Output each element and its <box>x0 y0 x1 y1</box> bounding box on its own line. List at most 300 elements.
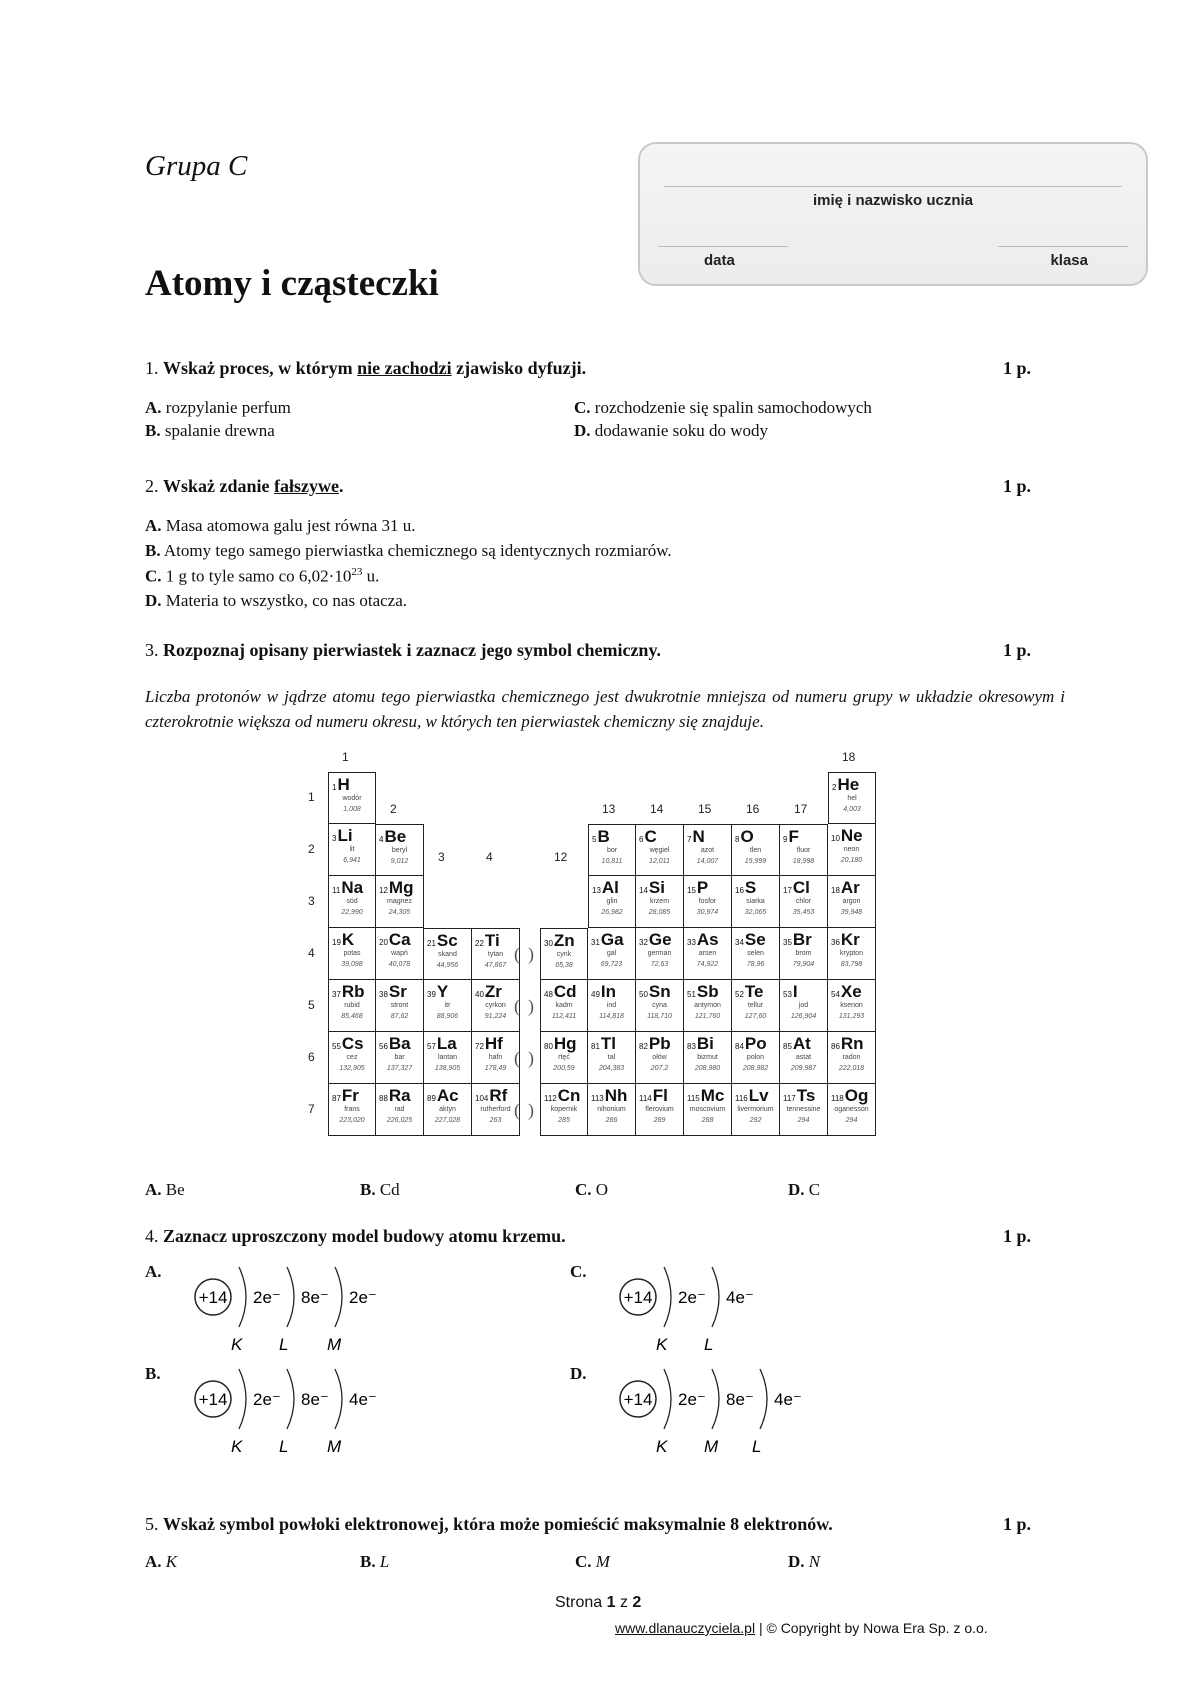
answer-option[interactable] <box>145 421 275 441</box>
element-symbol: 31Ga <box>591 930 624 949</box>
electron-shell-arc <box>335 1369 342 1429</box>
electron-shell-arc <box>239 1267 246 1327</box>
question-text: Wskaż symbol powłoki elektronowej, która może pomieścić maksymalnie 8 elektronów. <box>163 1514 833 1534</box>
element-mass: 35,453 <box>792 909 815 916</box>
atom-option[interactable] <box>570 1262 970 1362</box>
element-mass: 72,63 <box>650 961 669 968</box>
nucleus-charge: +14 <box>198 1288 228 1307</box>
atom-option[interactable] <box>570 1364 970 1464</box>
element-cell-ba <box>376 1032 424 1084</box>
shell-electrons: 2e⁻ <box>678 1288 706 1307</box>
answer-letter: C. <box>145 566 162 586</box>
shell-label: L <box>279 1437 289 1454</box>
atom-diagram <box>185 1364 445 1454</box>
element-name: frans <box>344 1106 360 1113</box>
element-name: tytan <box>487 951 504 958</box>
group-header: 2 <box>390 802 397 816</box>
shell-label: K <box>656 1437 668 1454</box>
element-mass: 15,999 <box>744 858 767 865</box>
element-name: argon <box>842 898 861 905</box>
electron-shell-arc <box>287 1369 294 1429</box>
nucleus-charge: +14 <box>623 1390 653 1409</box>
element-cell-pb <box>636 1032 684 1084</box>
element-symbol: 88Ra <box>379 1086 411 1105</box>
question-text-end: . <box>339 476 344 496</box>
element-name: skand <box>438 951 457 958</box>
nucleus-charge: +14 <box>623 1288 653 1307</box>
element-name: stront <box>390 1002 409 1009</box>
element-name: rubid <box>344 1002 360 1009</box>
element-symbol: 115Mc <box>687 1086 725 1105</box>
element-cell-s <box>732 876 780 928</box>
element-symbol: 37Rb <box>332 982 365 1001</box>
shell-electrons: 2e⁻ <box>678 1390 706 1409</box>
date-line[interactable] <box>658 246 788 247</box>
answer-option[interactable] <box>574 398 872 418</box>
element-cell-he <box>828 772 876 824</box>
element-cell-ts <box>780 1084 828 1136</box>
element-symbol: 51Sb <box>687 982 719 1001</box>
table-break-mark: ( <box>514 996 520 1016</box>
element-symbol: 50Sn <box>639 982 671 1001</box>
element-name: tlen <box>749 847 762 854</box>
element-name: fluor <box>796 847 811 854</box>
element-symbol: 33As <box>687 930 719 949</box>
element-name: selen <box>747 950 764 957</box>
element-cell-p <box>684 876 732 928</box>
element-cell-mc <box>684 1084 732 1136</box>
answer-text: Masa atomowa galu jest równa 31 u. <box>165 516 416 535</box>
page-label: Strona <box>555 1594 607 1611</box>
element-mass: 74,922 <box>696 961 719 968</box>
element-name: glin <box>606 898 618 905</box>
period-header: 3 <box>308 894 315 908</box>
answer-letter: B. <box>360 1180 376 1199</box>
element-cell-sc <box>424 928 472 980</box>
element-mass: 6,941 <box>343 857 361 864</box>
element-mass: 78,96 <box>746 961 765 968</box>
answer-text: dodawanie soku do wody <box>594 421 769 440</box>
element-cell-k <box>328 928 376 980</box>
element-name: bor <box>606 847 618 854</box>
element-cell-fr <box>328 1084 376 1136</box>
element-cell-mg <box>376 876 424 928</box>
element-mass: 18,998 <box>792 858 815 865</box>
question-text-end: zjawisko dyfuzji. <box>451 358 587 378</box>
element-name: itr <box>444 1002 451 1009</box>
element-mass: 30,974 <box>696 909 719 916</box>
element-symbol: 18Ar <box>831 878 860 897</box>
element-name: bizmut <box>697 1054 718 1061</box>
element-name: german <box>647 950 672 957</box>
element-symbol: 48Cd <box>544 982 577 1001</box>
element-mass: 26,982 <box>601 909 623 916</box>
question-text: Wskaż zdanie <box>163 476 275 496</box>
shell-label: L <box>704 1335 714 1352</box>
element-symbol: 82Pb <box>639 1034 671 1053</box>
electron-shell-arc <box>664 1369 671 1429</box>
element-cell-h <box>328 772 376 824</box>
answer-text: O <box>595 1180 609 1199</box>
element-name: brom <box>795 950 812 957</box>
element-name: ołów <box>652 1054 667 1061</box>
element-symbol: 1H <box>332 775 350 794</box>
answer-option[interactable] <box>145 398 291 418</box>
element-name: tennessine <box>786 1106 821 1113</box>
element-cell-n <box>684 824 732 876</box>
element-mass: 127,60 <box>744 1013 767 1020</box>
element-mass: 223,020 <box>339 1117 365 1124</box>
element-name: azot <box>700 847 715 854</box>
element-cell-o <box>732 824 780 876</box>
answer-text: L <box>379 1552 390 1571</box>
element-mass: 88,906 <box>436 1013 459 1020</box>
element-name: cez <box>346 1054 358 1061</box>
student-name-label: imię i nazwisko ucznia <box>812 192 974 209</box>
element-cell-li <box>328 824 376 876</box>
element-name: ind <box>606 1002 617 1009</box>
electron-shell-arc <box>664 1267 671 1327</box>
answer-option[interactable] <box>788 1552 820 1572</box>
element-cell-tl <box>588 1032 636 1084</box>
group-header: 1 <box>342 750 349 764</box>
element-symbol: 2He <box>832 775 860 794</box>
element-cell-cs <box>328 1032 376 1084</box>
element-cell-rb <box>328 980 376 1032</box>
shell-electrons: 4e⁻ <box>349 1390 377 1409</box>
answer-text: 1 g to tyle samo co 6,02·10 <box>165 566 352 586</box>
element-mass: 126,904 <box>790 1013 817 1020</box>
question-1 <box>145 358 586 379</box>
element-cell-ga <box>588 928 636 980</box>
element-symbol: 118Og <box>831 1086 869 1105</box>
element-mass: 208,982 <box>742 1065 769 1072</box>
element-name: magnez <box>387 898 412 905</box>
answer-option[interactable] <box>145 1180 185 1200</box>
site-link[interactable]: www.dlanauczyciela.pl <box>615 1620 756 1636</box>
element-cell-ne <box>828 824 876 876</box>
element-mass: 226,025 <box>386 1117 413 1124</box>
element-symbol: 81Tl <box>591 1034 617 1053</box>
answer-option[interactable] <box>145 541 672 561</box>
table-break-mark: ) <box>528 1048 534 1068</box>
shell-electrons: 2e⁻ <box>349 1288 377 1307</box>
points-label: 1 p. <box>1003 1514 1032 1534</box>
element-symbol: 49In <box>591 982 617 1001</box>
element-name: bar <box>394 1054 405 1061</box>
element-symbol: 116Lv <box>735 1086 769 1105</box>
element-mass: 44,956 <box>436 962 459 969</box>
element-mass: 39,948 <box>840 909 863 916</box>
element-mass: 132,905 <box>339 1065 365 1072</box>
electron-shell-arc <box>287 1267 294 1327</box>
question-number: 1. <box>145 358 159 378</box>
element-name: neon <box>843 846 860 853</box>
atom-diagram <box>185 1262 445 1352</box>
element-symbol: 84Po <box>735 1034 767 1053</box>
element-symbol: 22Ti <box>475 931 500 950</box>
element-symbol: 52Te <box>735 982 764 1001</box>
element-mass: 10,811 <box>601 858 623 865</box>
element-symbol: 10Ne <box>831 826 863 845</box>
element-name: fosfor <box>698 898 717 905</box>
element-cell-cn <box>540 1084 588 1136</box>
element-symbol: 32Ge <box>639 930 672 949</box>
element-symbol: 7N <box>687 827 705 846</box>
element-symbol: 56Ba <box>379 1034 411 1053</box>
element-symbol: 72Hf <box>475 1034 503 1053</box>
answer-option[interactable] <box>575 1180 608 1200</box>
element-name: chlor <box>795 898 812 905</box>
answer-text: Materia to wszystko, co nas otacza. <box>165 591 408 610</box>
element-mass: 294 <box>845 1117 858 1124</box>
element-name: aktyn <box>439 1106 456 1113</box>
element-name: nihonium <box>597 1106 626 1113</box>
element-mass: 292 <box>749 1117 762 1124</box>
element-mass: 263 <box>489 1117 502 1124</box>
group-header: 15 <box>698 802 712 816</box>
element-symbol: 17Cl <box>783 878 810 897</box>
element-symbol: 36Kr <box>831 930 860 949</box>
group-header: 3 <box>438 850 445 864</box>
answer-option[interactable] <box>575 1552 610 1572</box>
element-symbol: 34Se <box>735 930 766 949</box>
answer-option[interactable] <box>788 1180 820 1200</box>
electron-shell-arc <box>335 1267 342 1327</box>
element-mass: 131,293 <box>838 1013 865 1020</box>
element-name: cynk <box>556 951 572 958</box>
element-name: moscovium <box>689 1106 726 1113</box>
period-header: 6 <box>308 1050 315 1064</box>
element-mass: 289 <box>653 1117 666 1124</box>
question-description: Liczba protonów w jądrze atomu tego pierwiastka chemicznego jest dwukrotnie mniejsza od numeru grupy w układzie okresowym i czterokrotnie większa od numeru okresu, w których ten pierwiastek chemiczny się znajduje. <box>145 687 1065 731</box>
element-mass: 207,2 <box>650 1065 669 1072</box>
element-symbol: 8O <box>735 827 754 846</box>
question-text: Wskaż proces, w którym <box>163 358 358 378</box>
element-mass: 4,003 <box>843 806 861 813</box>
table-break-mark: ( <box>514 1048 520 1068</box>
table-break-mark: ) <box>528 944 534 964</box>
element-symbol: 19K <box>332 930 355 949</box>
page-current: 1 <box>606 1594 616 1611</box>
element-mass: 91,224 <box>484 1013 507 1020</box>
element-symbol: 3Li <box>332 826 353 845</box>
element-mass: 227,028 <box>434 1117 461 1124</box>
element-name: ksenon <box>840 1002 863 1009</box>
element-name: wodór <box>342 795 362 802</box>
element-name: węgiel <box>649 847 670 854</box>
element-cell-bi <box>684 1032 732 1084</box>
element-cell-cl <box>780 876 828 928</box>
element-symbol: 11Na <box>332 878 364 897</box>
answer-option[interactable] <box>145 591 407 611</box>
question-text: Zaznacz uproszczony model budowy atomu krzemu. <box>163 1226 566 1246</box>
element-mass: 137,327 <box>386 1065 413 1072</box>
question-number: 4. <box>145 1226 159 1246</box>
table-break-mark: ( <box>514 1100 520 1120</box>
question-number: 5. <box>145 1514 159 1534</box>
period-header: 5 <box>308 998 315 1012</box>
element-symbol: 16S <box>735 878 757 897</box>
element-mass: 14,007 <box>696 858 719 865</box>
element-cell-se <box>732 928 780 980</box>
answer-letter: D. <box>788 1552 805 1571</box>
element-cell-la <box>424 1032 472 1084</box>
element-name: rutherford <box>480 1106 511 1113</box>
periodic-table <box>300 750 910 1167</box>
element-mass: 87,62 <box>390 1013 409 1020</box>
table-break-mark: ( <box>514 944 520 964</box>
footer-copyright <box>615 1620 988 1636</box>
element-name: tal <box>607 1054 616 1061</box>
element-mass: 286 <box>605 1117 618 1124</box>
shell-label: K <box>656 1335 668 1352</box>
element-cell-al <box>588 876 636 928</box>
question-number: 2. <box>145 476 159 496</box>
shell-electrons: 4e⁻ <box>726 1288 754 1307</box>
element-cell-c <box>636 824 684 876</box>
group-header: 17 <box>794 802 808 816</box>
element-name: potas <box>343 950 361 957</box>
answer-letter: C. <box>575 1552 592 1571</box>
element-name: hel <box>847 795 857 802</box>
element-cell-sn <box>636 980 684 1032</box>
element-name: cyrkon <box>485 1002 506 1009</box>
element-cell-at <box>780 1032 828 1084</box>
element-cell-ge <box>636 928 684 980</box>
element-name: jod <box>798 1002 809 1009</box>
element-symbol: 15P <box>687 878 709 897</box>
electron-shell-arc <box>239 1369 246 1429</box>
answer-option[interactable] <box>145 516 416 536</box>
element-cell-kr <box>828 928 876 980</box>
element-name: kadm <box>555 1002 573 1009</box>
element-cell-po <box>732 1032 780 1084</box>
question-emphasis: fałszywe <box>274 476 339 496</box>
table-break-mark: ) <box>528 1100 534 1120</box>
class-line[interactable] <box>998 246 1128 247</box>
answer-letter: B. <box>145 541 161 560</box>
element-cell-br <box>780 928 828 980</box>
period-header: 7 <box>308 1102 315 1116</box>
answer-text: N <box>808 1552 821 1571</box>
group-header: 14 <box>650 802 664 816</box>
answer-letter: D. <box>788 1180 805 1199</box>
element-name: arsen <box>698 950 717 957</box>
element-symbol: 5B <box>592 827 610 846</box>
element-symbol: 39Y <box>427 982 449 1001</box>
answer-text: Be <box>165 1180 185 1199</box>
answer-letter: A. <box>145 1180 162 1199</box>
element-symbol: 112Cn <box>544 1086 581 1105</box>
element-cell-i <box>780 980 828 1032</box>
element-mass: 20,180 <box>840 857 863 864</box>
element-cell-ar <box>828 876 876 928</box>
element-cell-xe <box>828 980 876 1032</box>
element-name: cyna <box>652 1002 667 1009</box>
answer-letter: A. <box>145 1552 162 1571</box>
period-header: 1 <box>308 790 315 804</box>
question-number: 3. <box>145 640 159 660</box>
element-cell-rn <box>828 1032 876 1084</box>
question-emphasis: nie zachodzi <box>357 358 452 378</box>
answer-text: K <box>165 1552 178 1571</box>
element-symbol: 9F <box>783 827 799 846</box>
answer-option[interactable] <box>360 1552 389 1572</box>
points-label: 1 p. <box>1003 1226 1032 1246</box>
answer-option[interactable] <box>145 566 379 587</box>
element-symbol: 12Mg <box>379 878 414 897</box>
student-name-line[interactable] <box>664 186 1122 187</box>
element-symbol: 21Sc <box>427 931 458 950</box>
page-total: 2 <box>632 1594 642 1611</box>
element-name: tellur <box>747 1002 764 1009</box>
electron-shell-arc <box>712 1369 719 1429</box>
answer-letter: C. <box>570 1262 587 1281</box>
element-mass: 204,383 <box>598 1065 625 1072</box>
shell-label: M <box>327 1437 342 1454</box>
group-header: 4 <box>486 850 493 864</box>
shell-electrons: 8e⁻ <box>726 1390 754 1409</box>
element-mass: 138,905 <box>434 1065 461 1072</box>
element-name: rad <box>394 1106 405 1113</box>
element-mass: 22,990 <box>341 909 363 916</box>
atom-option[interactable] <box>145 1364 545 1464</box>
element-name: livermorium <box>737 1106 774 1113</box>
element-name: lit <box>349 846 355 853</box>
element-cell-hg <box>540 1032 588 1084</box>
answer-letter: C. <box>575 1180 592 1199</box>
shell-electrons: 8e⁻ <box>301 1390 329 1409</box>
page-title: Atomy i cząsteczki <box>145 263 439 304</box>
element-mass: 200,59 <box>553 1065 575 1072</box>
element-name: beryl <box>391 847 408 854</box>
element-symbol: 80Hg <box>544 1034 577 1053</box>
answer-letter: C. <box>574 398 591 417</box>
class-label: klasa <box>1050 252 1088 269</box>
electron-shell-arc <box>760 1369 767 1429</box>
question-5 <box>145 1514 833 1535</box>
element-symbol: 89Ac <box>427 1086 459 1105</box>
question-3 <box>145 640 661 661</box>
element-mass: 83,798 <box>840 961 863 968</box>
atom-option[interactable] <box>145 1262 545 1362</box>
element-symbol: 85At <box>783 1034 811 1053</box>
element-cell-sb <box>684 980 732 1032</box>
element-cell-lv <box>732 1084 780 1136</box>
answer-letter: A. <box>145 516 162 535</box>
element-cell-ac <box>424 1084 472 1136</box>
element-cell-sr <box>376 980 424 1032</box>
shell-label: K <box>231 1335 243 1352</box>
element-mass: 285 <box>558 1117 570 1124</box>
points-label: 1 p. <box>1003 640 1032 660</box>
page-of: z <box>615 1594 633 1611</box>
answer-letter: B. <box>145 421 161 440</box>
answer-letter: D. <box>145 591 162 610</box>
element-symbol: 4Be <box>379 827 407 846</box>
answer-option[interactable] <box>360 1180 400 1200</box>
shell-electrons: 2e⁻ <box>253 1288 281 1307</box>
answer-option[interactable] <box>145 1552 177 1572</box>
element-symbol: 35Br <box>783 930 812 949</box>
answer-option[interactable] <box>574 421 768 441</box>
answer-text: Cd <box>379 1180 400 1199</box>
element-symbol: 30Zn <box>544 931 575 950</box>
element-name: polon <box>746 1054 765 1061</box>
question-2 <box>145 476 344 497</box>
element-cell-as <box>684 928 732 980</box>
